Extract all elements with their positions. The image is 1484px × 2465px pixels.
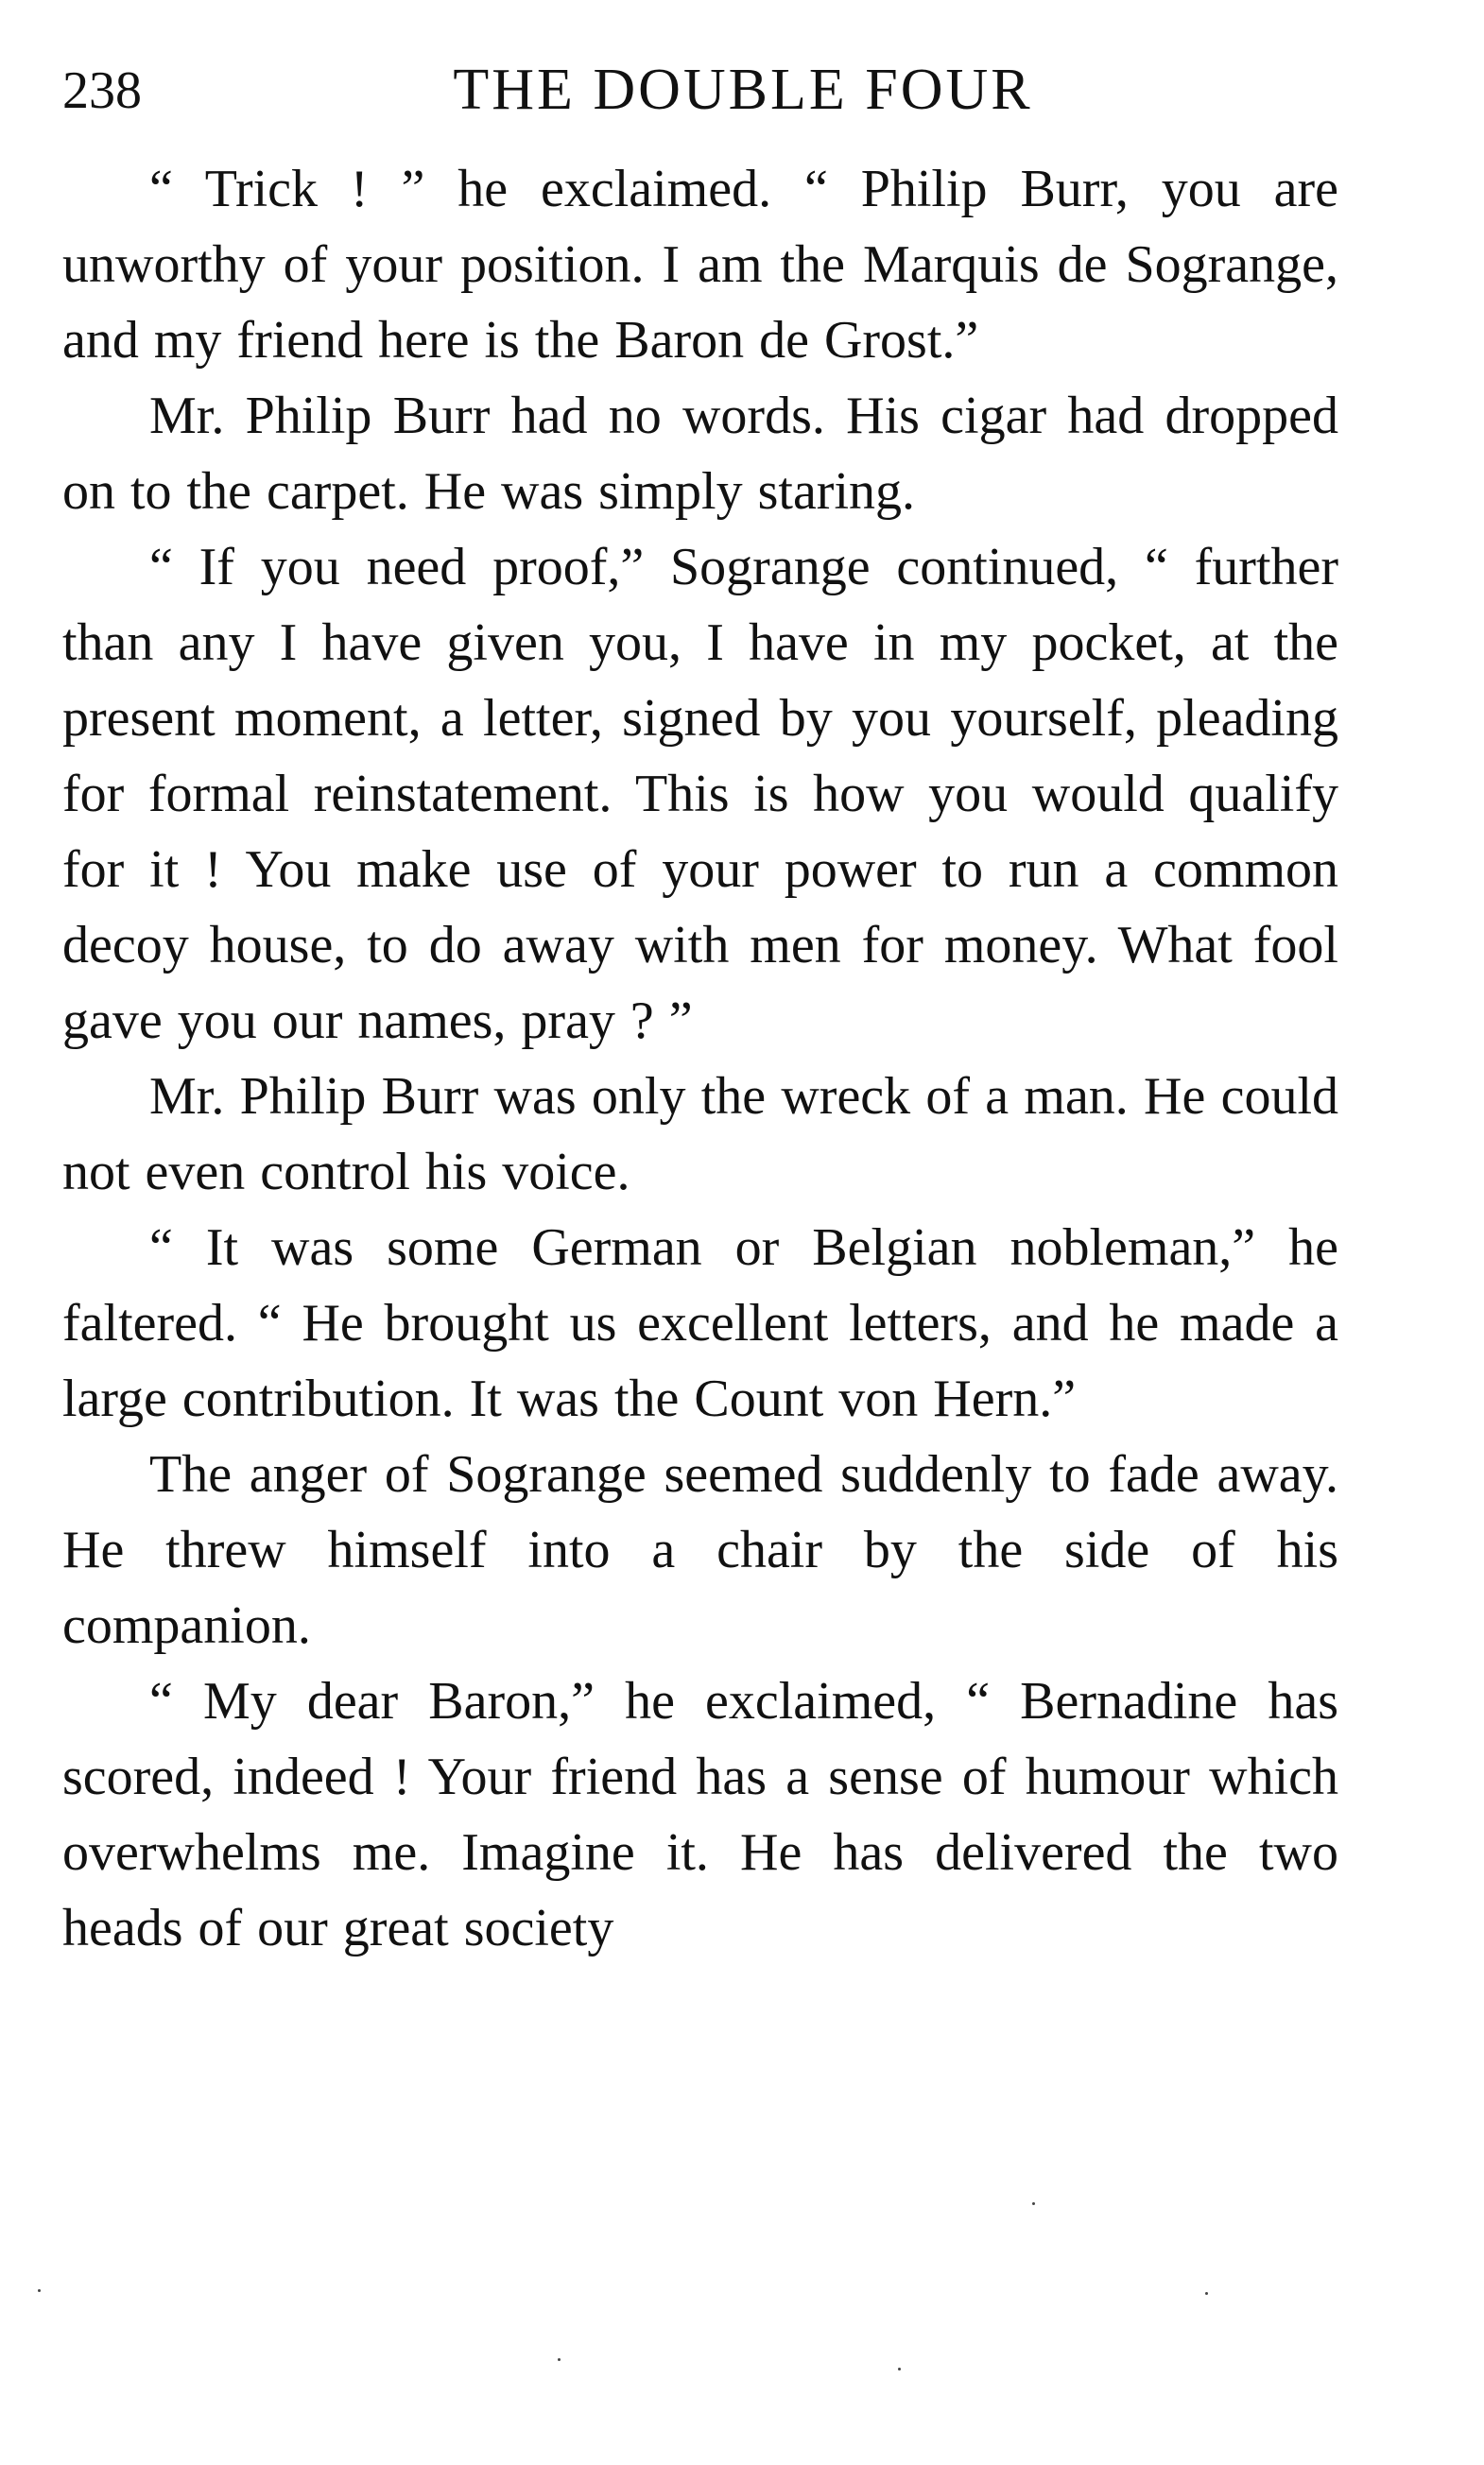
print-speck xyxy=(1205,2292,1208,2295)
print-speck xyxy=(38,2289,41,2292)
page-header xyxy=(62,52,1338,128)
print-speck xyxy=(1032,2202,1035,2205)
running-title: THE DOUBLE FOUR xyxy=(453,58,1033,122)
paragraph: “ It was some German or Belgian nobleman,” he faltered. “ He brought us excellent letters, and he made a large contribution. It was the Count von Hern.” xyxy=(62,1218,1338,1428)
paragraph: Mr. Philip Burr was only the wreck of a man. He could not even control his voice. xyxy=(62,1067,1338,1201)
paragraph: “ Trick ! ” he exclaimed. “ Philip Burr, you are unworthy of your position. I am the Marquis de Sogrange, and my friend here is the Baron de Grost.” xyxy=(62,160,1338,370)
body-text xyxy=(62,151,1338,1966)
paragraph: The anger of Sogrange seemed suddenly to fade away. He threw himself into a chair by the side of his companion. xyxy=(62,1445,1338,1655)
print-speck xyxy=(558,2358,561,2361)
paragraph: Mr. Philip Burr had no words. His cigar had dropped on to the carpet. He was simply staring. xyxy=(62,387,1338,521)
paragraph: “ If you need proof,” Sogrange continued, “ further than any I have given you, I have in my pocket, at the present moment, a letter, signed by you yourself, pleading for formal reinstatement. This is how you would qualify for it ! You make use of your power to run a common decoy house, to do away with men for money. What fool gave you our names, pray ? ” xyxy=(62,538,1338,1050)
paragraph: “ My dear Baron,” he exclaimed, “ Bernadine has scored, indeed ! Your friend has a sense of humour which overwhelms me. Imagine it. He has delivered the two heads of our great society xyxy=(62,1672,1338,1957)
print-speck xyxy=(898,2368,901,2370)
page-number: 238 xyxy=(62,61,142,120)
